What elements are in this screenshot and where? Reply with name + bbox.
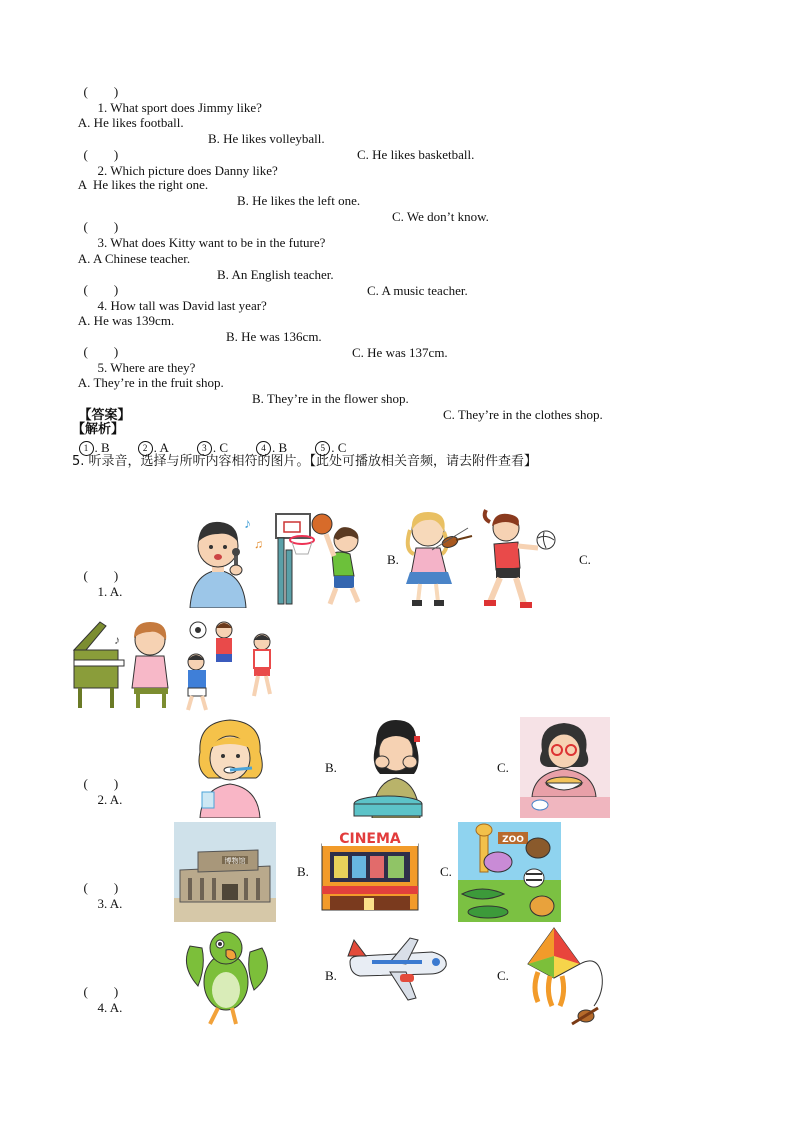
- option-c: C. They’re in the clothes shop.: [443, 407, 603, 422]
- svg-text:♫: ♫: [254, 537, 263, 551]
- kite-icon: [514, 926, 614, 1028]
- answer-blank: ( ): [83, 344, 119, 359]
- singing-boy-icon: [180, 512, 270, 608]
- option-a: A. He was 139cm.: [77, 313, 175, 328]
- answer-blank: ( ): [83, 84, 119, 99]
- option-b: B. They’re in the flower shop.: [252, 391, 409, 406]
- svg-text:♪: ♪: [244, 517, 251, 532]
- eating-noodles-woman-icon: [520, 717, 610, 818]
- option-b: B. He likes volleyball.: [208, 131, 325, 146]
- option-c: C. He likes basketball.: [357, 147, 475, 162]
- brushing-teeth-girl-icon: [196, 718, 268, 818]
- zoo-animals-icon: [458, 822, 561, 922]
- picture-question-2: [77, 760, 122, 808]
- option-a: A He likes the right one.: [77, 177, 209, 192]
- question-text: 2. Which picture does Danny like?: [97, 163, 278, 178]
- option-c-label: C.: [579, 552, 591, 567]
- answer-item: 5 . C: [315, 440, 346, 455]
- answer-label: 【答案】: [78, 408, 131, 423]
- option-b: B. He was 136cm.: [226, 329, 322, 344]
- option-c: C. He was 137cm.: [352, 345, 448, 360]
- volleyball-girl-icon: [480, 508, 560, 610]
- airplane-icon: [344, 936, 450, 1004]
- question-text: 4. How tall was David last year?: [97, 298, 267, 313]
- picture-question-4: [77, 968, 122, 1016]
- answer-blank: ( ): [83, 568, 119, 583]
- cinema-building-icon: [316, 826, 424, 914]
- analysis-label: 【解析】: [72, 422, 125, 437]
- answer-item: 2 . A: [138, 440, 169, 455]
- option-c: C. We don’t know.: [392, 209, 489, 224]
- option-b: B. He likes the left one.: [237, 193, 361, 208]
- question-text: 3. What does Kitty want to be in the future?: [97, 235, 326, 250]
- basketball-boy-icon: [272, 510, 368, 608]
- answer-item: 1 . B: [79, 440, 110, 455]
- violin-girl-icon: [402, 510, 476, 608]
- answer-blank: ( ): [83, 219, 119, 234]
- question-number: 1. A.: [97, 584, 123, 599]
- option-a: A. They’re in the fruit shop.: [77, 375, 224, 390]
- option-b-label: B.: [325, 760, 337, 775]
- cinema-sign: CINEMA: [339, 831, 401, 847]
- washing-face-girl-icon: [352, 718, 436, 818]
- option-a: A. A Chinese teacher.: [77, 251, 191, 266]
- section-5-title: 5. 听录音，选择与所听内容相符的图片。【此处可播放相关音频，请去附件查看】: [72, 454, 538, 469]
- answer-item: 3 . C: [197, 440, 228, 455]
- option-b-label: B.: [387, 552, 399, 567]
- question-number: 4. A.: [97, 1000, 123, 1015]
- parrot-icon: [180, 926, 272, 1026]
- option-b-label: B.: [325, 968, 337, 983]
- option-a: A. He likes football.: [77, 115, 184, 130]
- museum-building-icon: [174, 822, 276, 922]
- zoo-sign: ZOO: [502, 835, 524, 845]
- option-b: B. An English teacher.: [217, 267, 334, 282]
- answer-blank: ( ): [83, 880, 119, 895]
- option-c-label: C.: [497, 968, 509, 983]
- picture-question-3: [77, 864, 122, 912]
- answer-blank: ( ): [83, 282, 119, 297]
- football-boys-icon: [180, 616, 280, 712]
- question-text: 1. What sport does Jimmy like?: [97, 100, 262, 115]
- option-b-label: B.: [297, 864, 309, 879]
- answer-blank: ( ): [83, 984, 119, 999]
- option-c-label: C.: [497, 760, 509, 775]
- question-text: 5. Where are they?: [97, 360, 196, 375]
- answer-blank: ( ): [83, 147, 119, 162]
- option-c-label: C.: [440, 864, 452, 879]
- piano-girl-icon: [70, 616, 174, 712]
- picture-question-1: [77, 552, 122, 600]
- svg-text:♪: ♪: [114, 633, 120, 647]
- option-c: C. A music teacher.: [367, 283, 468, 298]
- answer-item: 4 . B: [256, 440, 287, 455]
- question-number: 2. A.: [97, 792, 123, 807]
- question-number: 3. A.: [97, 896, 123, 911]
- museum-sign: 博物馆: [224, 857, 246, 865]
- answer-blank: ( ): [83, 776, 119, 791]
